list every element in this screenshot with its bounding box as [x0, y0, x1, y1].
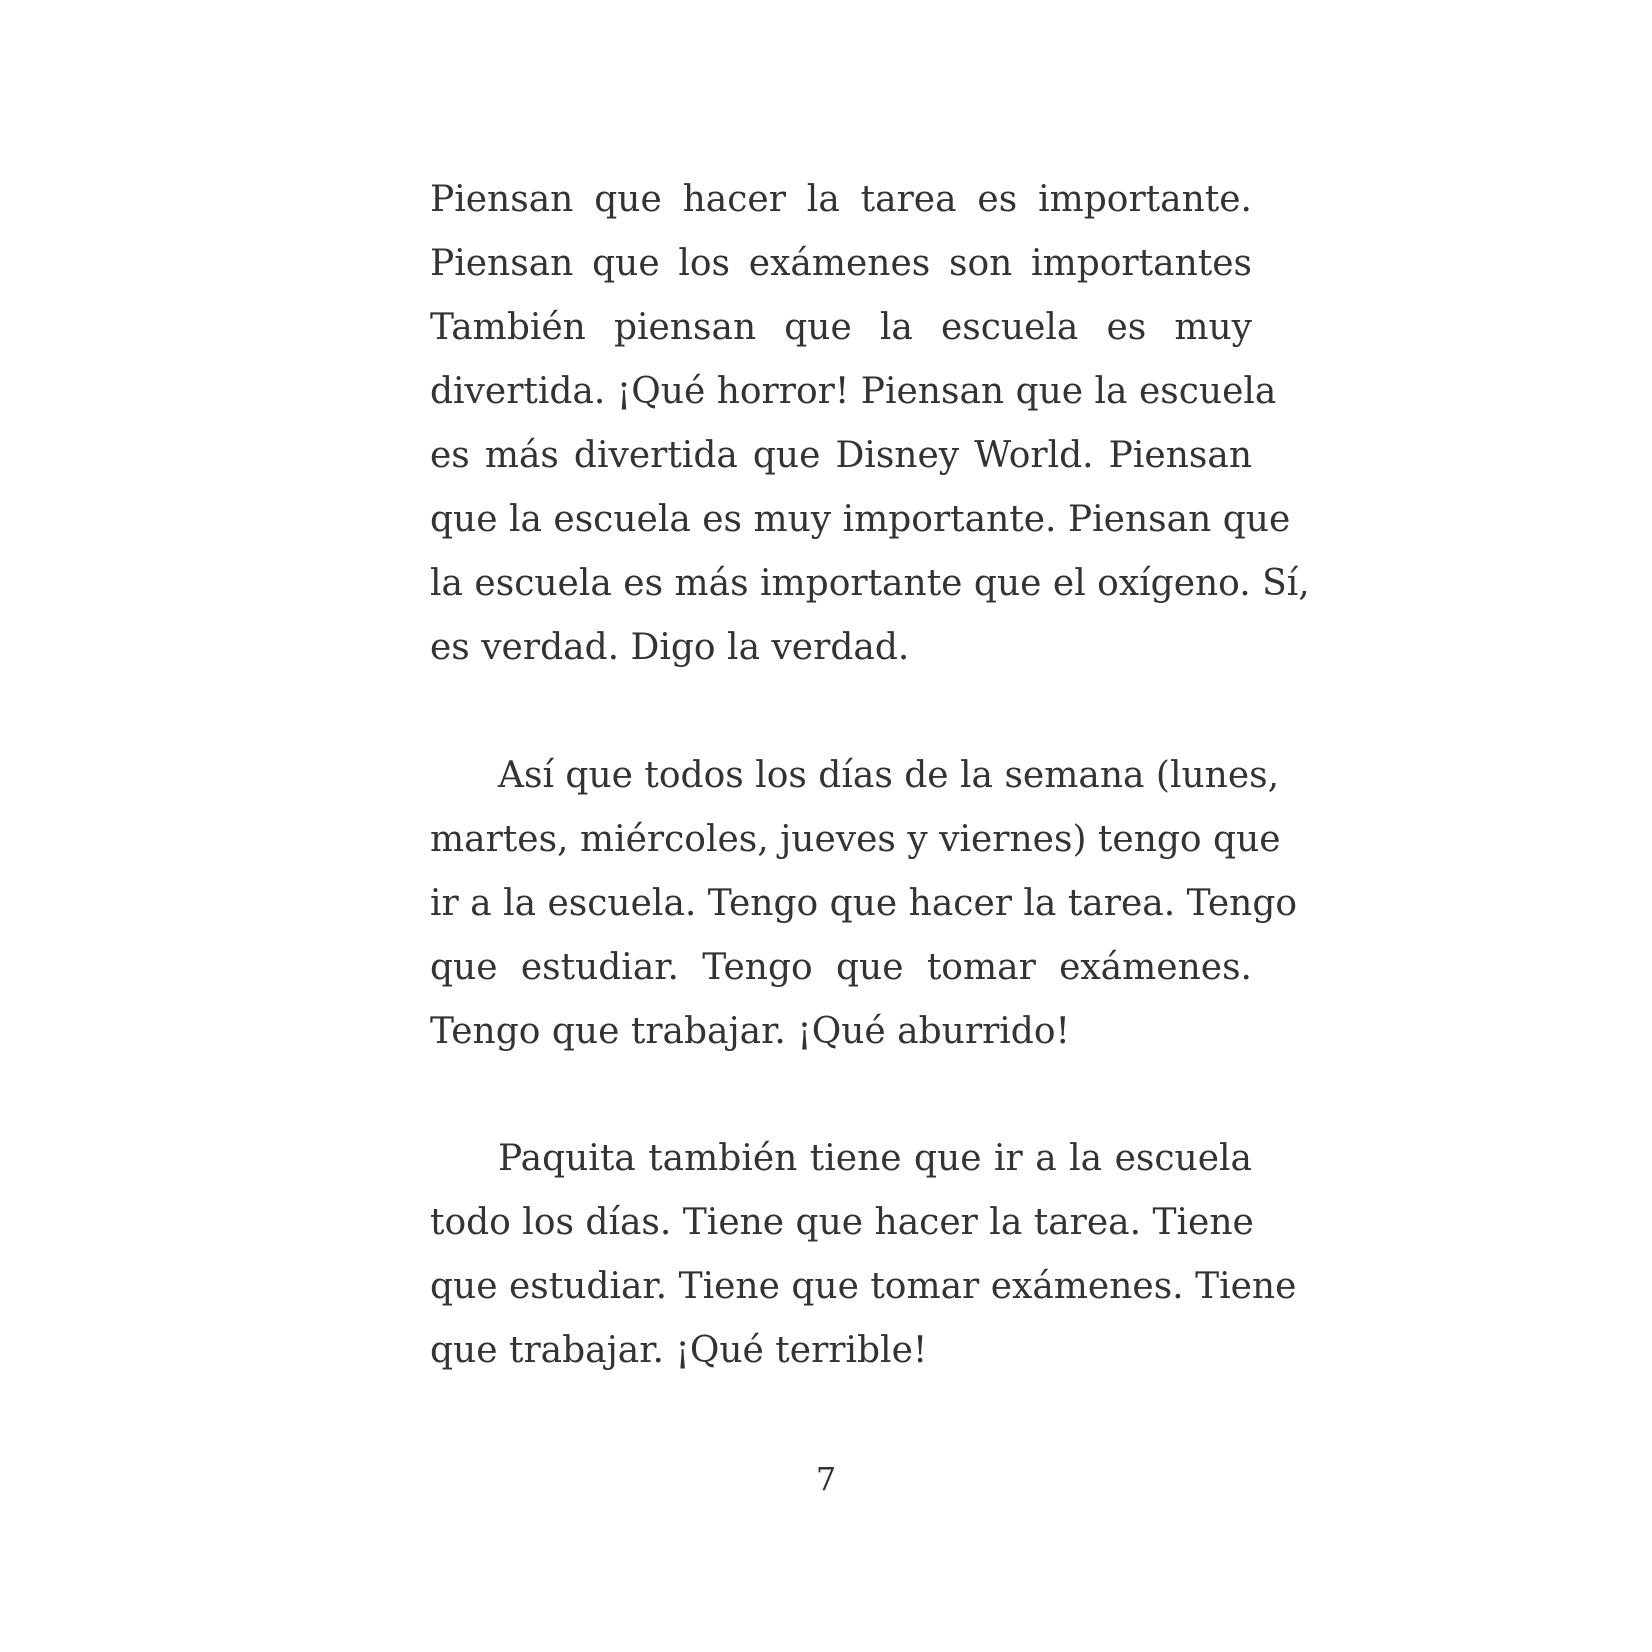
paragraph-line: es más divertida que Disney World. Piensan: [430, 435, 1252, 476]
paragraph-line: que trabajar. ¡Qué terrible!: [430, 1330, 928, 1371]
paragraph-line: la escuela es más importante que el oxígeno. Sí,: [430, 563, 1310, 604]
page-number: 7: [815, 1460, 837, 1498]
paragraph-line: Tengo que trabajar. ¡Qué aburrido!: [430, 1011, 1070, 1052]
paragraph-3: [430, 1127, 1297, 1383]
paragraph-line: que la escuela es muy importante. Piensan que: [430, 499, 1291, 540]
paragraph-2: [430, 744, 1298, 1064]
paragraph-line: Así que todos los días de la semana (lunes,: [498, 755, 1280, 796]
paragraph-line: divertida. ¡Qué horror! Piensan que la escuela: [430, 371, 1277, 412]
paragraph-line: Piensan que hacer la tarea es importante.: [430, 179, 1252, 220]
paragraph-line: todo los días. Tiene que hacer la tarea. Tiene: [430, 1202, 1254, 1243]
paragraph-line: ir a la escuela. Tengo que hacer la tarea. Tengo: [430, 883, 1298, 924]
paragraph-line: que estudiar. Tiene que tomar exámenes. Tiene: [430, 1266, 1297, 1307]
paragraph-line: que estudiar. Tengo que tomar exámenes.: [430, 947, 1252, 988]
paragraph-line: Piensan que los exámenes son importantes: [430, 243, 1252, 284]
paragraph-1: [430, 168, 1310, 680]
paragraph-line: martes, miércoles, jueves y viernes) tengo que: [430, 819, 1281, 860]
paragraph-line: Paquita también tiene que ir a la escuela: [498, 1138, 1252, 1179]
paragraph-line: es verdad. Digo la verdad.: [430, 627, 910, 668]
paragraph-line: También piensan que la escuela es muy: [430, 307, 1252, 348]
